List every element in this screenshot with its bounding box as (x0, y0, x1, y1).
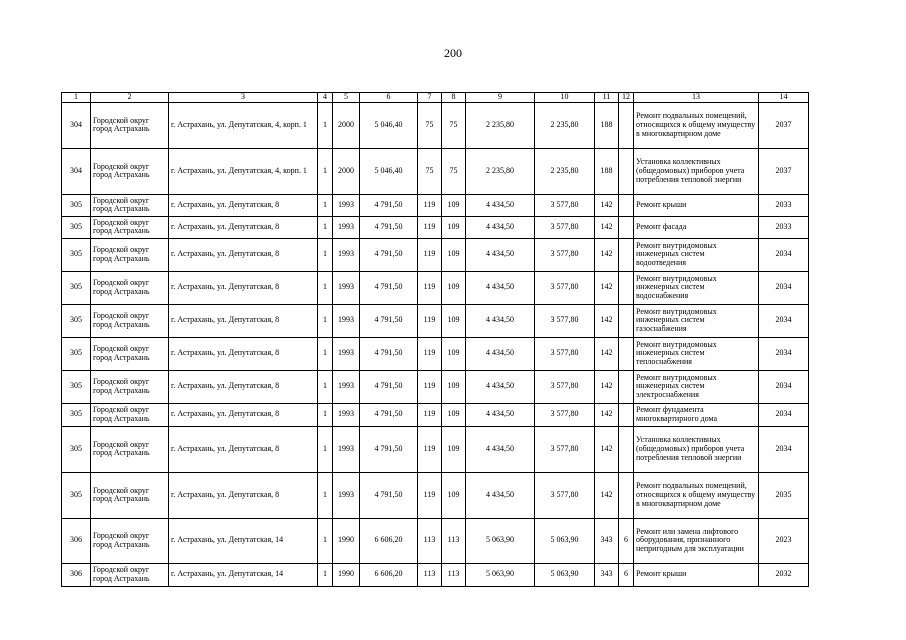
cell-col9: 4 434,50 (466, 194, 535, 216)
cell-col8: 113 (442, 563, 466, 586)
cell-col12 (619, 148, 634, 194)
cell-col12 (619, 472, 634, 518)
year-cell: 1990 (333, 563, 360, 586)
cell-col12 (619, 403, 634, 426)
cell-col12 (619, 370, 634, 403)
cell-col12 (619, 304, 634, 337)
column-header: 5 (333, 93, 360, 103)
planned-year-cell: 2034 (759, 426, 809, 472)
cell-col9: 4 434,50 (466, 337, 535, 370)
cell-col8: 109 (442, 403, 466, 426)
district-cell: Городской округ город Астрахань (91, 337, 169, 370)
building-count-cell: 1 (318, 216, 333, 238)
column-header: 13 (634, 93, 759, 103)
cell-col7: 119 (418, 271, 442, 304)
cell-col12 (619, 102, 634, 148)
district-cell: Городской округ город Астрахань (91, 304, 169, 337)
cell-col7: 119 (418, 194, 442, 216)
work-type-cell: Ремонт или замена лифтового оборудования, признанного непригодным для эксплуатации (634, 518, 759, 563)
row-number-cell: 305 (62, 304, 91, 337)
table-row (62, 194, 809, 216)
planned-year-cell: 2035 (759, 472, 809, 518)
district-cell: Городской округ город Астрахань (91, 271, 169, 304)
cell-col12 (619, 271, 634, 304)
work-type-cell: Ремонт подвальных помещений, относящихся к общему имуществу в многоквартирном доме (634, 102, 759, 148)
planned-year-cell: 2023 (759, 518, 809, 563)
building-count-cell: 1 (318, 148, 333, 194)
cell-col10: 2 235,80 (535, 148, 595, 194)
address-cell: г. Астрахань, ул. Депутатская, 8 (169, 216, 318, 238)
cell-col8: 113 (442, 518, 466, 563)
cell-col10: 3 577,80 (535, 337, 595, 370)
column-header: 12 (619, 93, 634, 103)
work-type-cell: Ремонт внутридомовых инженерных систем водоснабжения (634, 271, 759, 304)
row-number-cell: 305 (62, 216, 91, 238)
cell-col7: 75 (418, 102, 442, 148)
column-header: 3 (169, 93, 318, 103)
table-row (62, 426, 809, 472)
cell-col12 (619, 337, 634, 370)
total-area-cell: 4 791,50 (360, 271, 418, 304)
building-count-cell: 1 (318, 238, 333, 271)
year-cell: 1993 (333, 472, 360, 518)
total-area-cell: 4 791,50 (360, 194, 418, 216)
address-cell: г. Астрахань, ул. Депутатская, 8 (169, 304, 318, 337)
building-count-cell: 1 (318, 563, 333, 586)
building-count-cell: 1 (318, 403, 333, 426)
row-number-cell: 305 (62, 194, 91, 216)
planned-year-cell: 2034 (759, 403, 809, 426)
column-header: 9 (466, 93, 535, 103)
cell-col7: 119 (418, 304, 442, 337)
row-number-cell: 305 (62, 426, 91, 472)
row-number-cell: 305 (62, 370, 91, 403)
planned-year-cell: 2034 (759, 337, 809, 370)
cell-col7: 119 (418, 337, 442, 370)
cell-col7: 113 (418, 518, 442, 563)
cell-col7: 119 (418, 370, 442, 403)
cell-col10: 3 577,80 (535, 238, 595, 271)
planned-year-cell: 2037 (759, 102, 809, 148)
year-cell: 1993 (333, 271, 360, 304)
cell-col12 (619, 216, 634, 238)
cell-col12 (619, 238, 634, 271)
column-header: 7 (418, 93, 442, 103)
year-cell: 1993 (333, 370, 360, 403)
year-cell: 1993 (333, 426, 360, 472)
cell-col12: 6 (619, 518, 634, 563)
table-row (62, 304, 809, 337)
planned-year-cell: 2033 (759, 194, 809, 216)
work-type-cell: Ремонт подвальных помещений, относящихся к общему имуществу в многоквартирном доме (634, 472, 759, 518)
table-row (62, 370, 809, 403)
cell-col11: 142 (595, 304, 619, 337)
cell-col11: 343 (595, 518, 619, 563)
cell-col9: 4 434,50 (466, 370, 535, 403)
cell-col9: 4 434,50 (466, 238, 535, 271)
cell-col12: 6 (619, 563, 634, 586)
work-type-cell: Ремонт внутридомовых инженерных систем газоснабжения (634, 304, 759, 337)
cell-col10: 3 577,80 (535, 472, 595, 518)
cell-col7: 113 (418, 563, 442, 586)
cell-col10: 3 577,80 (535, 426, 595, 472)
address-cell: г. Астрахань, ул. Депутатская, 8 (169, 337, 318, 370)
row-number-cell: 304 (62, 102, 91, 148)
planned-year-cell: 2034 (759, 271, 809, 304)
work-type-cell: Ремонт внутридомовых инженерных систем электроснабжения (634, 370, 759, 403)
building-count-cell: 1 (318, 102, 333, 148)
cell-col9: 4 434,50 (466, 271, 535, 304)
cell-col10: 3 577,80 (535, 304, 595, 337)
planned-year-cell: 2034 (759, 370, 809, 403)
cell-col9: 4 434,50 (466, 216, 535, 238)
cell-col11: 142 (595, 216, 619, 238)
work-type-cell: Ремонт внутридомовых инженерных систем теплоснабжения (634, 337, 759, 370)
cell-col9: 2 235,80 (466, 148, 535, 194)
total-area-cell: 4 791,50 (360, 304, 418, 337)
total-area-cell: 6 606,20 (360, 518, 418, 563)
work-type-cell: Ремонт крыши (634, 563, 759, 586)
cell-col7: 119 (418, 403, 442, 426)
address-cell: г. Астрахань, ул. Депутатская, 8 (169, 370, 318, 403)
cell-col8: 109 (442, 426, 466, 472)
cell-col9: 5 063,90 (466, 563, 535, 586)
row-number-cell: 306 (62, 563, 91, 586)
district-cell: Городской округ город Астрахань (91, 472, 169, 518)
cell-col10: 3 577,80 (535, 216, 595, 238)
year-cell: 1990 (333, 518, 360, 563)
district-cell: Городской округ город Астрахань (91, 194, 169, 216)
work-type-cell: Установка коллективных (общедомовых) приборов учета потребления тепловой энергии (634, 426, 759, 472)
address-cell: г. Астрахань, ул. Депутатская, 4, корп. 1 (169, 102, 318, 148)
cell-col7: 119 (418, 472, 442, 518)
total-area-cell: 4 791,50 (360, 238, 418, 271)
address-cell: г. Астрахань, ул. Депутатская, 8 (169, 194, 318, 216)
cell-col8: 109 (442, 271, 466, 304)
cell-col9: 5 063,90 (466, 518, 535, 563)
cell-col11: 142 (595, 472, 619, 518)
table-row (62, 271, 809, 304)
cell-col8: 109 (442, 216, 466, 238)
cell-col12 (619, 194, 634, 216)
year-cell: 1993 (333, 194, 360, 216)
building-count-cell: 1 (318, 370, 333, 403)
address-cell: г. Астрахань, ул. Депутатская, 8 (169, 271, 318, 304)
year-cell: 2000 (333, 102, 360, 148)
cell-col8: 109 (442, 194, 466, 216)
table-row (62, 403, 809, 426)
row-number-cell: 304 (62, 148, 91, 194)
building-count-cell: 1 (318, 194, 333, 216)
cell-col12 (619, 426, 634, 472)
table-row (62, 518, 809, 563)
cell-col9: 4 434,50 (466, 403, 535, 426)
row-number-cell: 305 (62, 403, 91, 426)
cell-col11: 142 (595, 194, 619, 216)
year-cell: 1993 (333, 238, 360, 271)
column-header: 8 (442, 93, 466, 103)
work-type-cell: Ремонт крыши (634, 194, 759, 216)
column-header: 10 (535, 93, 595, 103)
row-number-cell: 305 (62, 472, 91, 518)
address-cell: г. Астрахань, ул. Депутатская, 8 (169, 426, 318, 472)
cell-col9: 2 235,80 (466, 102, 535, 148)
total-area-cell: 4 791,50 (360, 403, 418, 426)
address-cell: г. Астрахань, ул. Депутатская, 4, корп. 1 (169, 148, 318, 194)
cell-col11: 188 (595, 102, 619, 148)
cell-col11: 142 (595, 426, 619, 472)
building-count-cell: 1 (318, 271, 333, 304)
cell-col7: 119 (418, 238, 442, 271)
column-header: 11 (595, 93, 619, 103)
table-row (62, 102, 809, 148)
work-type-cell: Ремонт внутридомовых инженерных систем водоотведения (634, 238, 759, 271)
table-row (62, 148, 809, 194)
table-row (62, 563, 809, 586)
column-header: 2 (91, 93, 169, 103)
row-number-cell: 305 (62, 238, 91, 271)
total-area-cell: 5 046,40 (360, 148, 418, 194)
table-row (62, 238, 809, 271)
cell-col8: 109 (442, 370, 466, 403)
planned-year-cell: 2032 (759, 563, 809, 586)
cell-col7: 119 (418, 426, 442, 472)
address-cell: г. Астрахань, ул. Депутатская, 8 (169, 403, 318, 426)
cell-col8: 75 (442, 102, 466, 148)
table-row (62, 216, 809, 238)
total-area-cell: 4 791,50 (360, 337, 418, 370)
cell-col10: 3 577,80 (535, 403, 595, 426)
address-cell: г. Астрахань, ул. Депутатская, 14 (169, 563, 318, 586)
year-cell: 1993 (333, 216, 360, 238)
planned-year-cell: 2037 (759, 148, 809, 194)
district-cell: Городской округ город Астрахань (91, 518, 169, 563)
planned-year-cell: 2033 (759, 216, 809, 238)
total-area-cell: 4 791,50 (360, 472, 418, 518)
cell-col10: 3 577,80 (535, 271, 595, 304)
work-type-cell: Ремонт фундамента многоквартирного дома (634, 403, 759, 426)
building-count-cell: 1 (318, 337, 333, 370)
building-count-cell: 1 (318, 518, 333, 563)
district-cell: Городской округ город Астрахань (91, 403, 169, 426)
year-cell: 1993 (333, 337, 360, 370)
cell-col7: 119 (418, 216, 442, 238)
planned-year-cell: 2034 (759, 238, 809, 271)
district-cell: Городской округ город Астрахань (91, 148, 169, 194)
cell-col11: 142 (595, 337, 619, 370)
row-number-cell: 305 (62, 337, 91, 370)
registry-table (61, 92, 809, 587)
header-row (62, 93, 809, 103)
planned-year-cell: 2034 (759, 304, 809, 337)
column-header: 4 (318, 93, 333, 103)
building-count-cell: 1 (318, 472, 333, 518)
address-cell: г. Астрахань, ул. Депутатская, 8 (169, 472, 318, 518)
column-header: 6 (360, 93, 418, 103)
cell-col8: 109 (442, 304, 466, 337)
cell-col11: 142 (595, 238, 619, 271)
total-area-cell: 5 046,40 (360, 102, 418, 148)
cell-col8: 75 (442, 148, 466, 194)
year-cell: 1993 (333, 403, 360, 426)
district-cell: Городской округ город Астрахань (91, 238, 169, 271)
row-number-cell: 306 (62, 518, 91, 563)
district-cell: Городской округ город Астрахань (91, 102, 169, 148)
cell-col8: 109 (442, 472, 466, 518)
cell-col10: 3 577,80 (535, 370, 595, 403)
district-cell: Городской округ город Астрахань (91, 563, 169, 586)
cell-col11: 343 (595, 563, 619, 586)
cell-col11: 142 (595, 370, 619, 403)
table-row (62, 472, 809, 518)
total-area-cell: 6 606,20 (360, 563, 418, 586)
work-type-cell: Установка коллективных (общедомовых) приборов учета потребления тепловой энергии (634, 148, 759, 194)
cell-col10: 5 063,90 (535, 518, 595, 563)
cell-col7: 75 (418, 148, 442, 194)
column-header: 1 (62, 93, 91, 103)
district-cell: Городской округ город Астрахань (91, 426, 169, 472)
row-number-cell: 305 (62, 271, 91, 304)
page-number: 200 (444, 46, 462, 60)
year-cell: 1993 (333, 304, 360, 337)
total-area-cell: 4 791,50 (360, 216, 418, 238)
cell-col9: 4 434,50 (466, 426, 535, 472)
work-type-cell: Ремонт фасада (634, 216, 759, 238)
year-cell: 2000 (333, 148, 360, 194)
district-cell: Городской округ город Астрахань (91, 216, 169, 238)
cell-col10: 2 235,80 (535, 102, 595, 148)
cell-col11: 142 (595, 271, 619, 304)
address-cell: г. Астрахань, ул. Депутатская, 14 (169, 518, 318, 563)
cell-col8: 109 (442, 337, 466, 370)
cell-col11: 142 (595, 403, 619, 426)
cell-col10: 5 063,90 (535, 563, 595, 586)
district-cell: Городской округ город Астрахань (91, 370, 169, 403)
building-count-cell: 1 (318, 426, 333, 472)
cell-col9: 4 434,50 (466, 472, 535, 518)
table-row (62, 337, 809, 370)
cell-col10: 3 577,80 (535, 194, 595, 216)
cell-col8: 109 (442, 238, 466, 271)
address-cell: г. Астрахань, ул. Депутатская, 8 (169, 238, 318, 271)
total-area-cell: 4 791,50 (360, 370, 418, 403)
column-header: 14 (759, 93, 809, 103)
cell-col11: 188 (595, 148, 619, 194)
cell-col9: 4 434,50 (466, 304, 535, 337)
total-area-cell: 4 791,50 (360, 426, 418, 472)
building-count-cell: 1 (318, 304, 333, 337)
